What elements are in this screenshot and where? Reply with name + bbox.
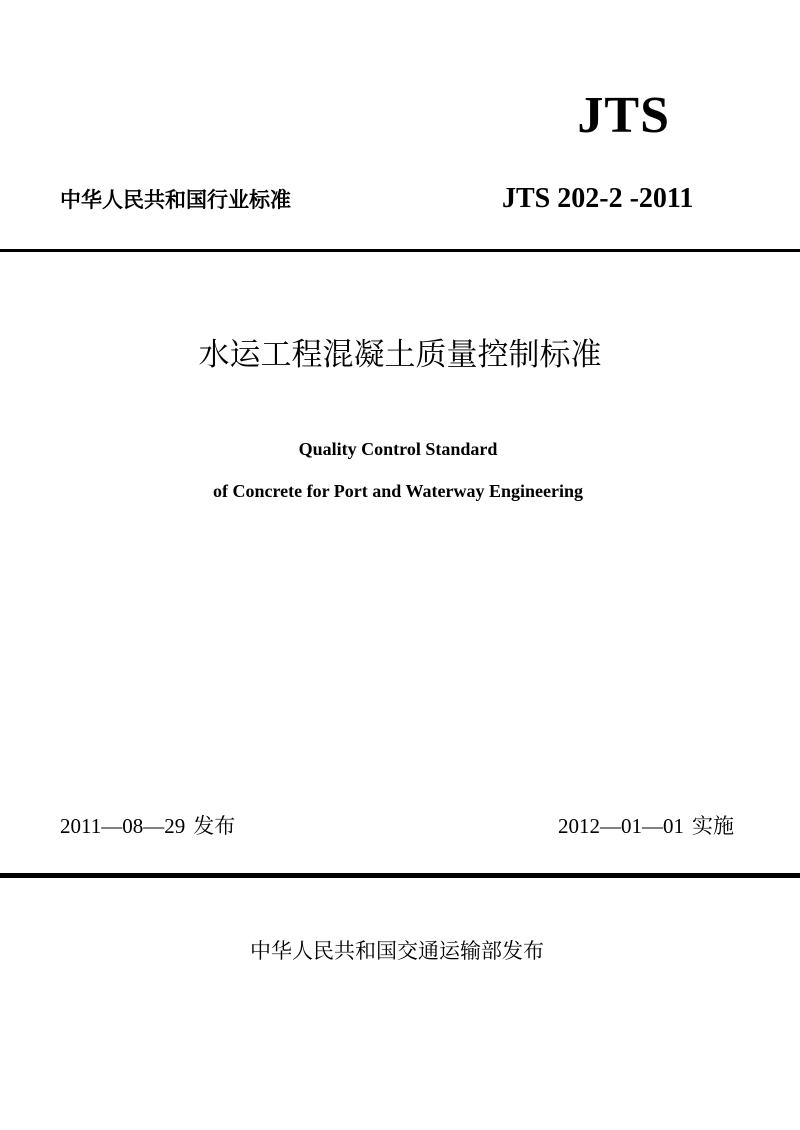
implementation-date-row xyxy=(558,812,734,840)
implementation-date: 2012—01—01 xyxy=(558,814,684,838)
standard-number: JTS 202-2 -2011 xyxy=(502,183,694,214)
publisher: 中华人民共和国交通运输部发布 xyxy=(250,939,544,963)
issue-date: 2011—08—29 xyxy=(60,814,186,838)
implementation-label: 实施 xyxy=(692,814,734,838)
english-title-line-2: of Concrete for Port and Waterway Engineering xyxy=(213,481,583,501)
chinese-title: 水运工程混凝土质量控制标准 xyxy=(198,337,602,373)
top-divider xyxy=(0,249,800,252)
english-title-line-1: Quality Control Standard xyxy=(298,439,498,459)
industry-standard-label: 中华人民共和国行业标准 xyxy=(60,188,291,212)
series-code: JTS xyxy=(577,87,670,144)
issue-label: 发布 xyxy=(193,814,236,838)
bottom-divider xyxy=(0,873,800,878)
issue-date-row xyxy=(60,812,235,840)
